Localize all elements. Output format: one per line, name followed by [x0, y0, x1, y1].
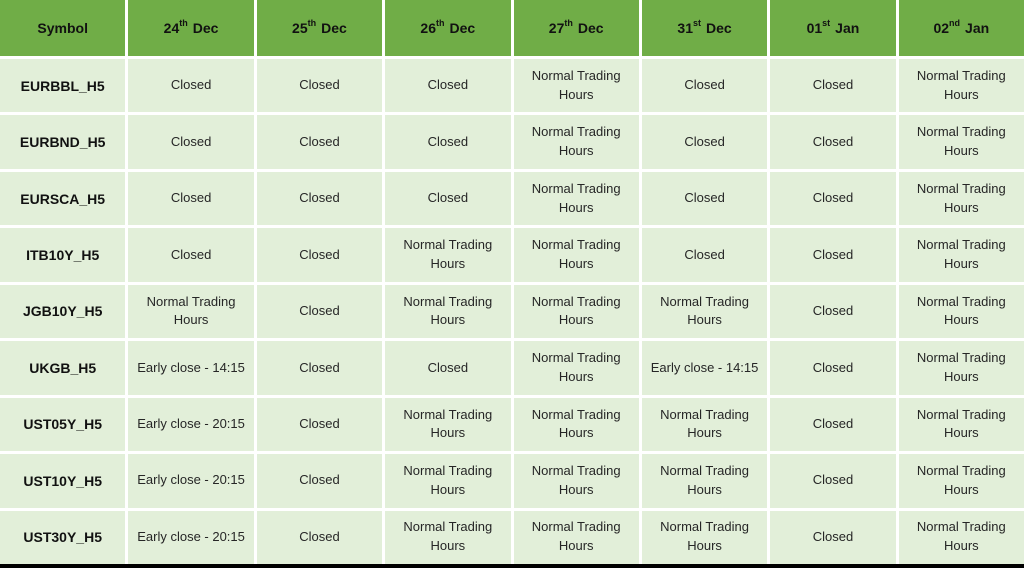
column-header-symbol: Symbol — [0, 0, 125, 56]
schedule-cell: Closed — [770, 115, 895, 168]
schedule-cell: Normal Trading Hours — [385, 228, 510, 281]
schedule-cell: Closed — [770, 59, 895, 112]
schedule-cell: Closed — [770, 285, 895, 338]
schedule-cell: Closed — [642, 172, 767, 225]
schedule-cell: Normal Trading Hours — [514, 341, 639, 394]
schedule-cell: Normal Trading Hours — [899, 59, 1024, 112]
column-header-date-4 — [642, 0, 767, 56]
schedule-cell: Normal Trading Hours — [899, 172, 1024, 225]
schedule-cell: Normal Trading Hours — [899, 511, 1024, 564]
schedule-cell: Closed — [257, 172, 382, 225]
date-suffix: th — [307, 18, 317, 28]
schedule-cell: Closed — [257, 341, 382, 394]
schedule-cell: Closed — [257, 115, 382, 168]
schedule-cell: Closed — [257, 285, 382, 338]
column-header-date-2 — [385, 0, 510, 56]
date-header-label — [164, 20, 219, 36]
schedule-cell: Normal Trading Hours — [385, 285, 510, 338]
schedule-cell: Closed — [770, 172, 895, 225]
bottom-border — [0, 564, 1024, 568]
schedule-cell: Normal Trading Hours — [642, 285, 767, 338]
schedule-cell: Normal Trading Hours — [514, 228, 639, 281]
schedule-cell: Early close - 20:15 — [128, 398, 253, 451]
column-header-date-0 — [128, 0, 253, 56]
schedule-cell: Normal Trading Hours — [642, 454, 767, 507]
date-suffix: st — [693, 18, 702, 28]
date-suffix: th — [179, 18, 188, 28]
date-suffix: th — [564, 18, 573, 28]
schedule-cell: Closed — [642, 228, 767, 281]
schedule-cell: Normal Trading Hours — [642, 511, 767, 564]
symbol-cell: UKGB_H5 — [0, 341, 125, 394]
schedule-cell: Early close - 20:15 — [128, 454, 253, 507]
date-day: 01 — [806, 20, 823, 36]
symbol-cell: EURBBL_H5 — [0, 59, 125, 112]
date-day: 25 — [292, 20, 308, 36]
schedule-cell: Normal Trading Hours — [514, 59, 639, 112]
symbol-cell: EURBND_H5 — [0, 115, 125, 168]
schedule-cell: Closed — [128, 172, 253, 225]
date-suffix: nd — [949, 18, 961, 28]
date-day: 31 — [677, 20, 693, 36]
schedule-cell: Closed — [770, 454, 895, 507]
schedule-cell: Normal Trading Hours — [899, 115, 1024, 168]
date-suffix: st — [822, 18, 831, 28]
date-month: Dec — [192, 20, 219, 36]
schedule-cell: Closed — [128, 228, 253, 281]
symbol-cell: EURSCA_H5 — [0, 172, 125, 225]
symbol-cell: UST05Y_H5 — [0, 398, 125, 451]
schedule-cell: Early close - 14:15 — [128, 341, 253, 394]
schedule-cell: Normal Trading Hours — [899, 285, 1024, 338]
schedule-cell: Normal Trading Hours — [128, 285, 253, 338]
schedule-cell: Early close - 14:15 — [642, 341, 767, 394]
schedule-cell: Closed — [257, 511, 382, 564]
date-month: Dec — [321, 20, 347, 36]
schedule-cell: Closed — [770, 511, 895, 564]
schedule-cell: Normal Trading Hours — [385, 454, 510, 507]
schedule-cell: Normal Trading Hours — [514, 115, 639, 168]
schedule-cell: Normal Trading Hours — [385, 398, 510, 451]
date-header-label — [549, 20, 604, 36]
date-month: Jan — [965, 20, 990, 36]
column-header-date-5 — [770, 0, 895, 56]
schedule-cell: Normal Trading Hours — [514, 454, 639, 507]
schedule-cell: Closed — [385, 172, 510, 225]
date-suffix: th — [436, 18, 445, 28]
date-day: 02 — [933, 20, 950, 36]
schedule-cell: Normal Trading Hours — [514, 511, 639, 564]
date-month: Jan — [835, 20, 860, 36]
date-header-label — [677, 20, 731, 36]
date-day: 27 — [548, 20, 565, 36]
date-header-label — [292, 20, 347, 36]
schedule-cell: Closed — [257, 454, 382, 507]
schedule-cell: Normal Trading Hours — [514, 398, 639, 451]
symbol-cell: JGB10Y_H5 — [0, 285, 125, 338]
date-month: Dec — [449, 20, 476, 36]
schedule-cell: Closed — [385, 115, 510, 168]
schedule-cell: Closed — [642, 59, 767, 112]
symbol-cell: UST10Y_H5 — [0, 454, 125, 507]
column-header-date-3 — [514, 0, 639, 56]
schedule-cell: Closed — [257, 59, 382, 112]
symbol-cell: ITB10Y_H5 — [0, 228, 125, 281]
schedule-cell: Normal Trading Hours — [899, 454, 1024, 507]
schedule-cell: Closed — [385, 341, 510, 394]
schedule-cell: Normal Trading Hours — [514, 285, 639, 338]
schedule-cell: Normal Trading Hours — [514, 172, 639, 225]
date-header-label — [420, 20, 475, 36]
schedule-cell: Normal Trading Hours — [642, 398, 767, 451]
symbol-cell: UST30Y_H5 — [0, 511, 125, 564]
date-header-label — [933, 20, 989, 36]
schedule-cell: Closed — [770, 341, 895, 394]
schedule-cell: Early close - 20:15 — [128, 511, 253, 564]
schedule-cell: Closed — [642, 115, 767, 168]
schedule-cell: Normal Trading Hours — [899, 228, 1024, 281]
date-day: 26 — [420, 20, 436, 36]
schedule-cell: Closed — [257, 228, 382, 281]
schedule-cell: Normal Trading Hours — [899, 398, 1024, 451]
schedule-cell: Closed — [128, 115, 253, 168]
date-month: Dec — [706, 20, 732, 36]
date-month: Dec — [577, 20, 604, 36]
schedule-cell: Normal Trading Hours — [385, 511, 510, 564]
column-header-date-1 — [257, 0, 382, 56]
schedule-cell: Closed — [128, 59, 253, 112]
schedule-cell: Closed — [385, 59, 510, 112]
date-header-label — [807, 20, 860, 36]
schedule-cell: Normal Trading Hours — [899, 341, 1024, 394]
date-day: 24 — [163, 20, 180, 36]
schedule-cell: Closed — [770, 398, 895, 451]
schedule-cell: Closed — [770, 228, 895, 281]
column-header-date-6 — [899, 0, 1024, 56]
schedule-cell: Closed — [257, 398, 382, 451]
